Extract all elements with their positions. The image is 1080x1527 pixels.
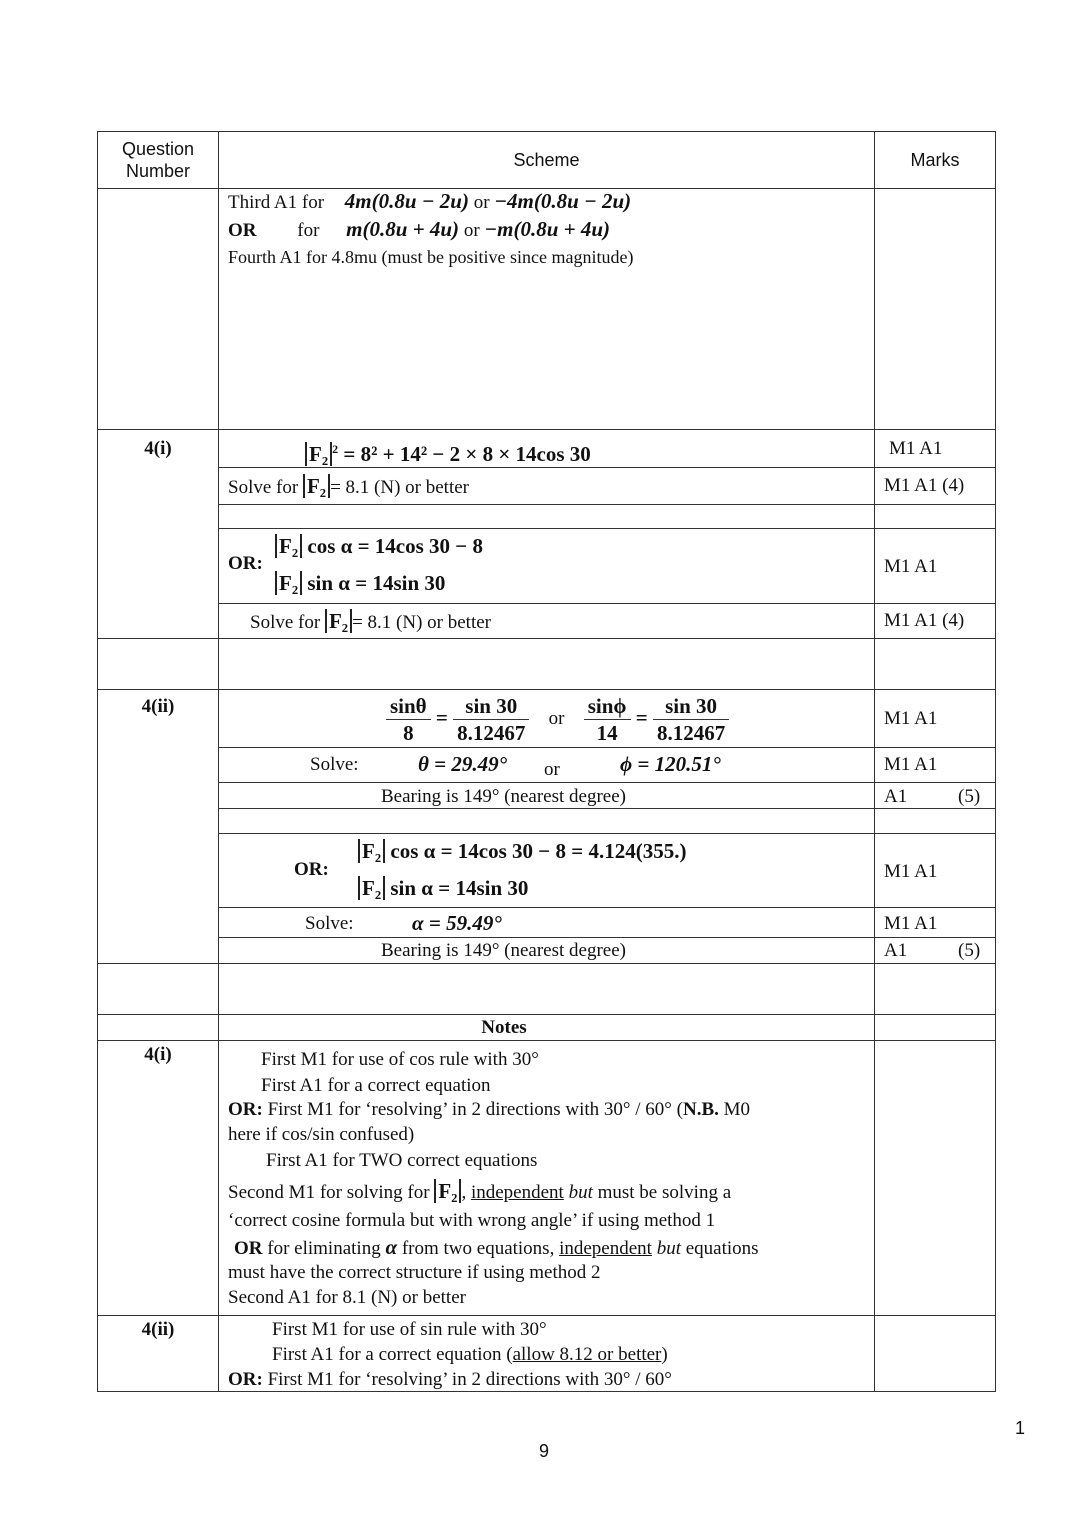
row-divider: [219, 467, 996, 468]
row-divider: [97, 1315, 996, 1316]
table-border-top: [97, 131, 996, 132]
q4ii-or-label: OR:: [294, 859, 329, 880]
notes-title: Notes: [481, 1017, 527, 1038]
note-line: First A1 for a correct equation (allow 8.12 or better): [272, 1344, 668, 1365]
table-border-bottom: [97, 1391, 996, 1392]
column-divider: [874, 131, 875, 1392]
row-divider: [219, 937, 996, 938]
row-divider: [219, 782, 996, 783]
row-divider: [97, 963, 996, 964]
row-divider: [219, 833, 996, 834]
row-divider: [219, 808, 996, 809]
row-divider: [219, 528, 996, 529]
table-border-left: [97, 131, 98, 1392]
note-line: First A1 for TWO correct equations: [266, 1150, 538, 1171]
q4i-resolve-cos: F₂ cos α = 14cos 30 − 8: [275, 535, 483, 557]
note-line: First M1 for use of cos rule with 30°: [261, 1049, 539, 1070]
q4ii-marks-5: M1 A1: [884, 913, 938, 934]
prev-line-2: OR for m(0.8u + 4u) or −m(0.8u + 4u): [228, 217, 611, 241]
q4i-marks-1: M1 A1: [889, 438, 943, 459]
row-divider: [97, 638, 996, 639]
q4ii-phi: ϕ = 120.51°: [620, 752, 721, 776]
q4ii-resolve-cos: F₂ cos α = 14cos 30 − 8 = 4.124(355.): [358, 840, 686, 862]
q4i-or-label: OR:: [228, 553, 263, 574]
row-divider: [219, 747, 996, 748]
q4ii-sine-rule: $\frac{\sin\theta}{8}$ = $\frac{\sin 30}{8.12467}$ or $\frac{\sin\phi}{14}$ = $\frac{\sin 30}{8.12467}$: [386, 693, 729, 746]
q4ii-marks-2: M1 A1: [884, 754, 938, 775]
q4ii-or-2: or: [544, 759, 560, 780]
q4ii-solve-2-label: Solve:: [305, 913, 354, 934]
note-line: OR for eliminating α from two equations, independent but equations: [234, 1235, 759, 1259]
q4ii-solve-label: Solve:: [310, 754, 359, 775]
row-divider: [97, 429, 996, 430]
corner-number: 1: [1015, 1418, 1026, 1438]
page-number: 9: [539, 1441, 550, 1461]
q4ii-alpha: α = 59.49°: [412, 911, 502, 935]
header-question: Question Number: [121, 139, 195, 181]
q4i-solve-2: Solve for F₂ = 8.1 (N) or better: [250, 609, 491, 633]
prev-line-3: Fourth A1 for 4.8mu (must be positive since magnitude): [228, 247, 634, 267]
notes-q4ii-label: 4(ii): [141, 1319, 175, 1340]
q4ii-marks-6a: A1: [884, 940, 908, 961]
row-divider: [219, 504, 996, 505]
row-divider: [97, 689, 996, 690]
q4ii-bearing-2: Bearing is 149° (nearest degree): [381, 940, 626, 961]
prev-line-1: Third A1 for 4m(0.8u − 2u) or −4m(0.8u − 2u): [228, 189, 632, 213]
q4ii-marks-6b: (5): [958, 940, 981, 961]
q4i-marks-2: M1 A1 (4): [884, 475, 965, 496]
q4i-marks-4: M1 A1 (4): [884, 610, 965, 631]
q4i-solve-1: Solve for F₂ = 8.1 (N) or better: [228, 474, 469, 498]
q4ii-marks-1: M1 A1: [884, 708, 938, 729]
table-border-right: [995, 131, 996, 1392]
row-divider: [97, 1014, 996, 1015]
q4ii-marks-3b: (5): [958, 786, 981, 807]
q4ii-label: 4(ii): [141, 696, 175, 717]
column-divider: [218, 131, 219, 1392]
q4ii-resolve-sin: F₂ sin α = 14sin 30: [358, 877, 528, 899]
header-scheme: Scheme: [513, 150, 580, 170]
q4ii-marks-4: M1 A1: [884, 861, 938, 882]
header-marks: Marks: [910, 150, 960, 170]
note-line: here if cos/sin confused): [228, 1124, 415, 1145]
q4i-cosine-equation: F₂ $^2$ = 8² + 14² − 2 × 8 × 14cos 30: [305, 438, 591, 465]
note-line: Second M1 for solving for F₂ , independent but must be solving a: [228, 1179, 732, 1203]
q4ii-theta: θ = 29.49°: [418, 752, 508, 776]
note-line: First A1 for a correct equation: [261, 1075, 491, 1096]
row-divider: [97, 1040, 996, 1041]
q4i-resolve-sin: F₂ sin α = 14sin 30: [275, 572, 445, 594]
note-line: ‘correct cosine formula but with wrong angle’ if using method 1: [228, 1210, 716, 1231]
q4i-marks-3: M1 A1: [884, 556, 938, 577]
note-line: must have the correct structure if using method 2: [228, 1262, 601, 1283]
q4ii-marks-3a: A1: [884, 786, 908, 807]
notes-q4i-label: 4(i): [144, 1044, 172, 1065]
note-line: OR: First M1 for ‘resolving’ in 2 directions with 30° / 60°: [228, 1369, 672, 1390]
note-line: OR: First M1 for ‘resolving’ in 2 directions with 30° / 60° (N.B. M0: [228, 1099, 751, 1120]
q4i-label: 4(i): [144, 438, 172, 459]
row-divider: [219, 907, 996, 908]
row-divider: [219, 603, 996, 604]
note-line: Second A1 for 8.1 (N) or better: [228, 1287, 466, 1308]
q4ii-bearing-1: Bearing is 149° (nearest degree): [381, 786, 626, 807]
note-line: First M1 for use of sin rule with 30°: [272, 1319, 547, 1340]
